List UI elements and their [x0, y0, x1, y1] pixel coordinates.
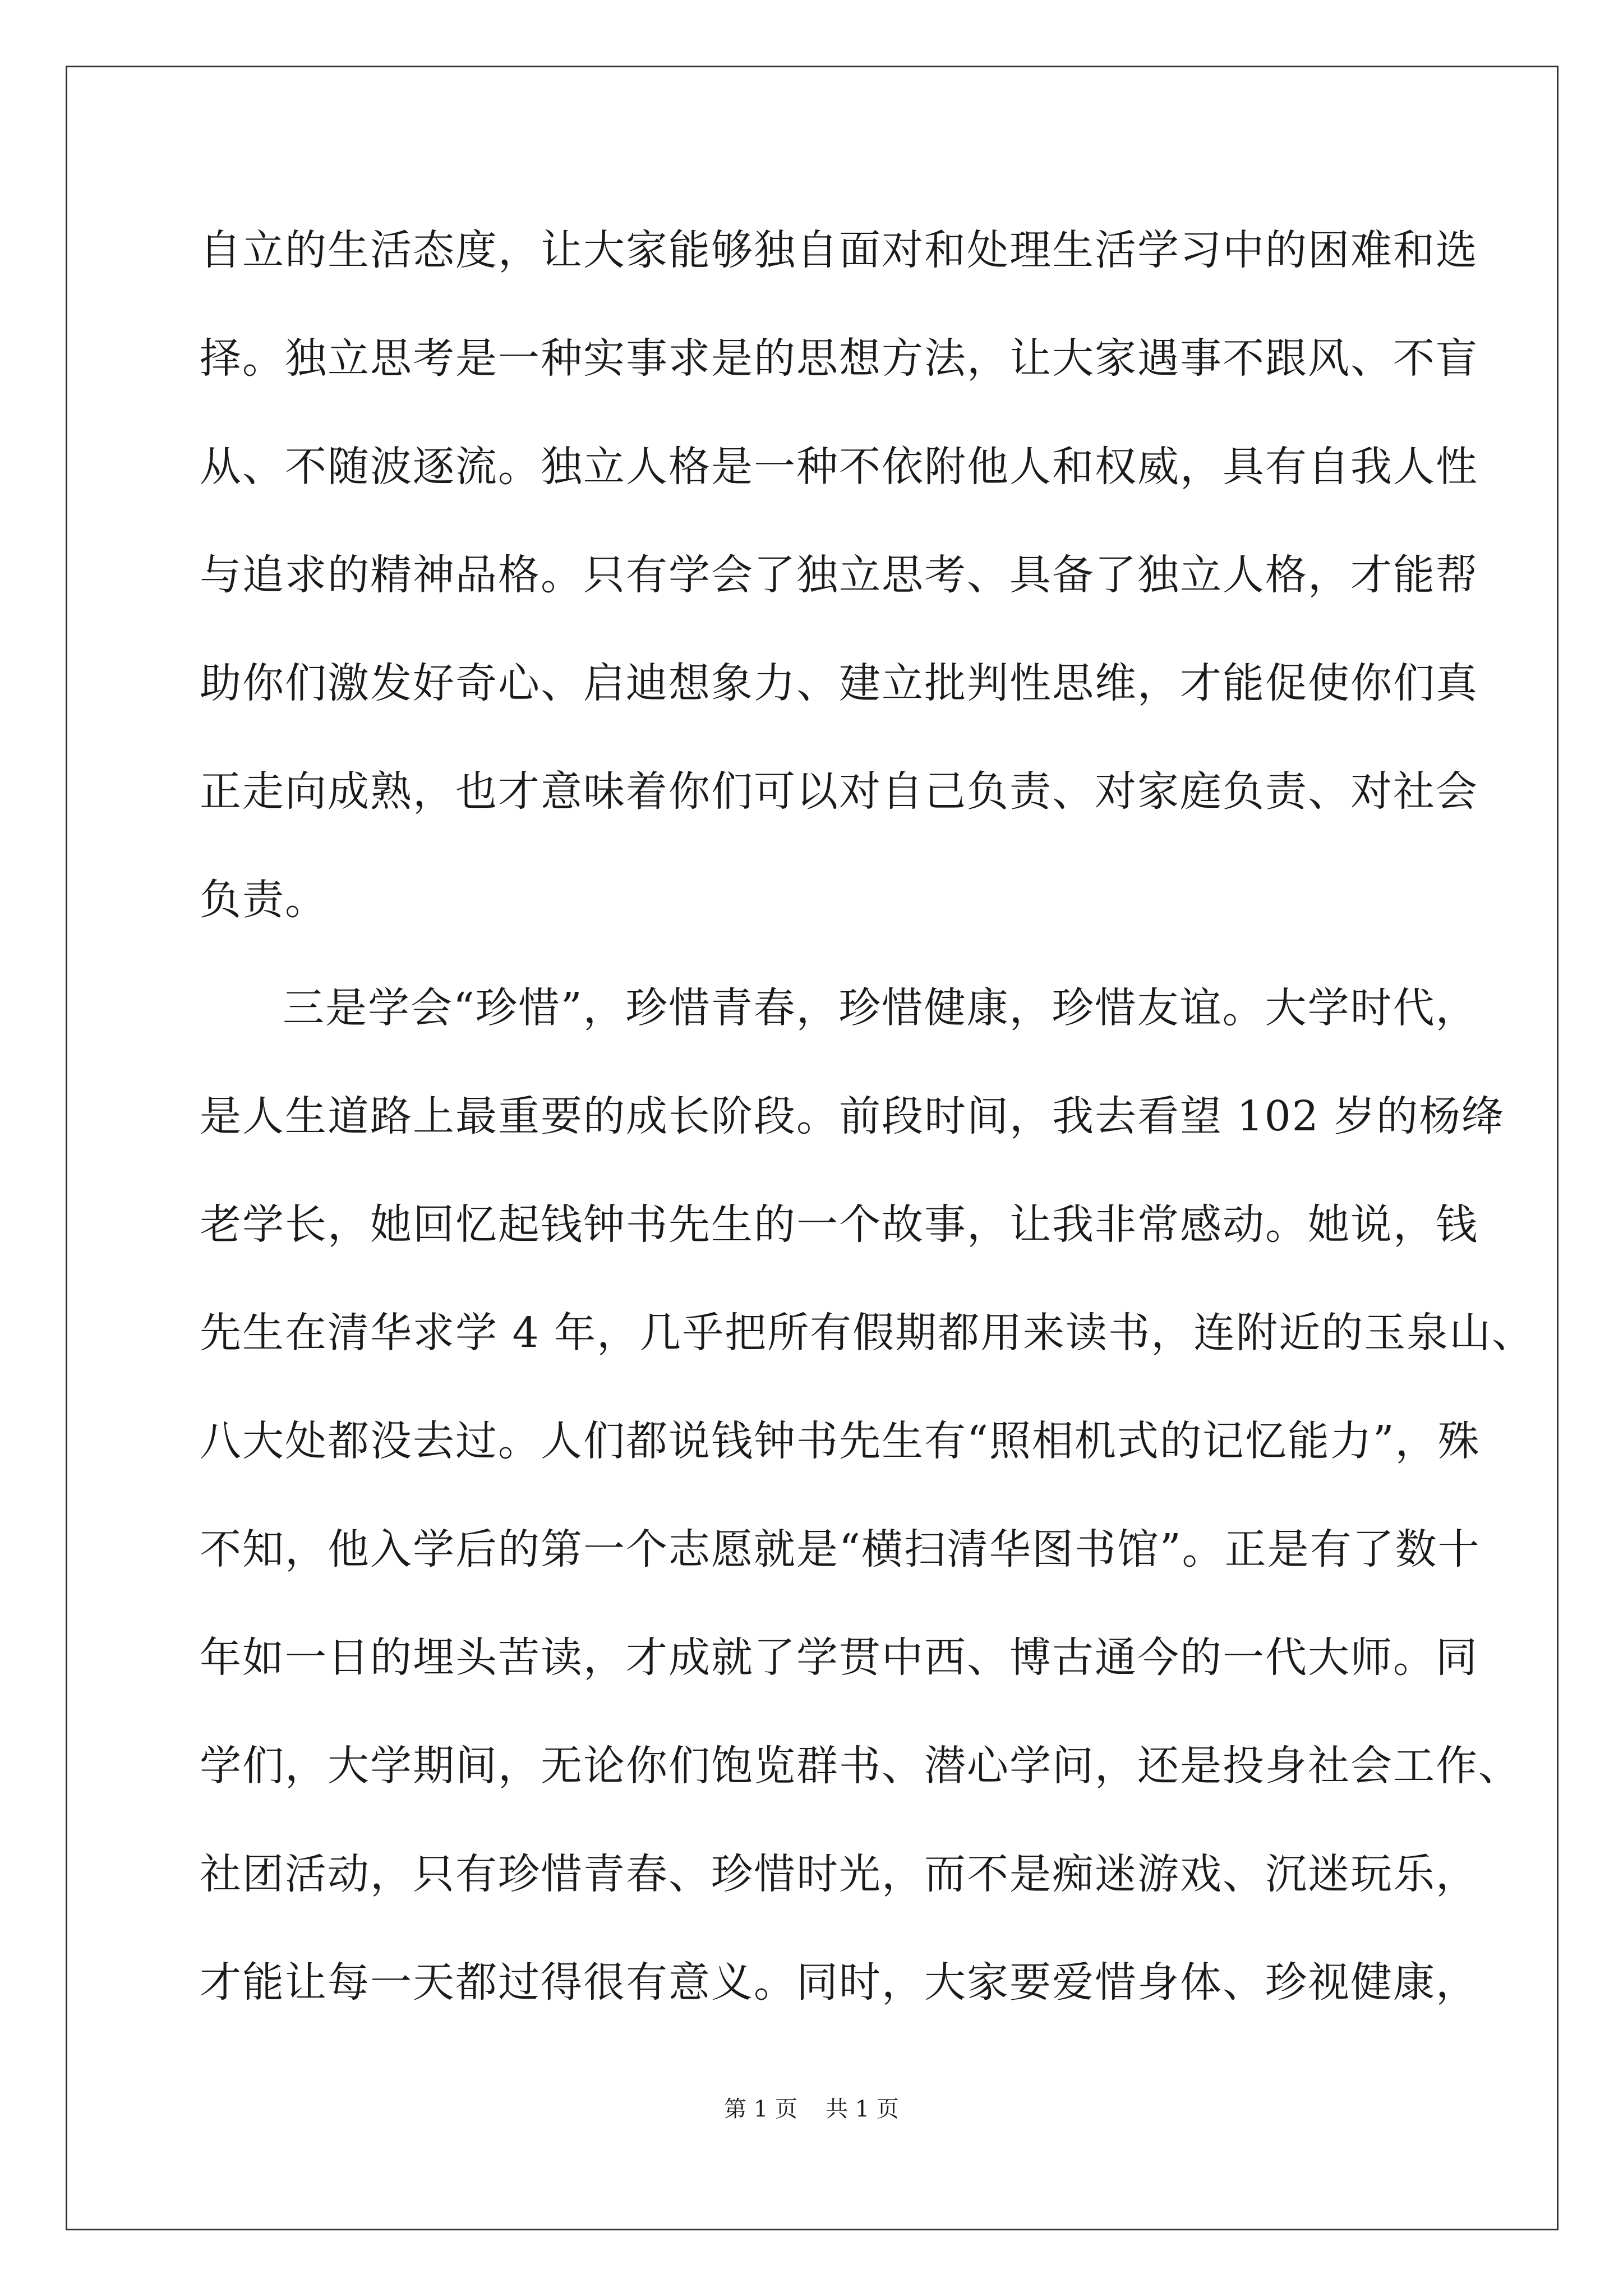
text-line: 才能让每一天都过得很有意义。同时，大家要爱惜身体、珍视健康，: [200, 1958, 1478, 2007]
paragraph-start-line: 三是学会“珍惜”，珍惜青春，珍惜健康，珍惜友谊。大学时代，: [283, 984, 1478, 1032]
text-line: 八大处都没去过。人们都说钱钟书先生有“照相机式的记忆能力”，殊: [200, 1417, 1481, 1465]
text-line: 学们，大学期间，无论你们饱览群书、潜心学问，还是投身社会工作、: [200, 1742, 1521, 1790]
text-line: 从、不随波逐流。独立人格是一种不依附他人和权威，具有自我人性: [200, 443, 1478, 491]
text-line: 不知，他入学后的第一个志愿就是“横扫清华图书馆”。正是有了数十: [200, 1525, 1481, 1573]
text-line: 自立的生活态度，让大家能够独自面对和处理生活学习中的困难和选: [200, 226, 1478, 274]
text-line: 择。独立思考是一种实事求是的思想方法，让大家遇事不跟风、不盲: [200, 334, 1478, 383]
page-footer: [0, 2092, 1623, 2126]
text-line: 是人生道路上最重要的成长阶段。前段时间，我去看望 102 岁的杨绛: [200, 1092, 1505, 1140]
text-line: 负责。: [200, 876, 328, 924]
page-number-current: 第 1 页: [724, 2096, 797, 2122]
page-number-total: 共 1 页: [826, 2096, 899, 2122]
text-line: 先生在清华求学 4 年，几乎把所有假期都用来读书，连附近的玉泉山、: [200, 1309, 1535, 1357]
text-line: 年如一日的埋头苦读，才成就了学贯中西、博古通今的一代大师。同: [200, 1634, 1478, 1682]
text-line: 助你们激发好奇心、启迪想象力、建立批判性思维，才能促使你们真: [200, 659, 1478, 707]
text-line: 与追求的精神品格。只有学会了独立思考、具备了独立人格，才能帮: [200, 551, 1478, 599]
text-line: 老学长，她回忆起钱钟书先生的一个故事，让我非常感动。她说，钱: [200, 1200, 1478, 1249]
text-line: 正走向成熟，也才意味着你们可以对自己负责、对家庭负责、对社会: [200, 767, 1478, 816]
text-line: 社团活动，只有珍惜青春、珍惜时光，而不是痴迷游戏、沉迷玩乐，: [200, 1850, 1478, 1898]
